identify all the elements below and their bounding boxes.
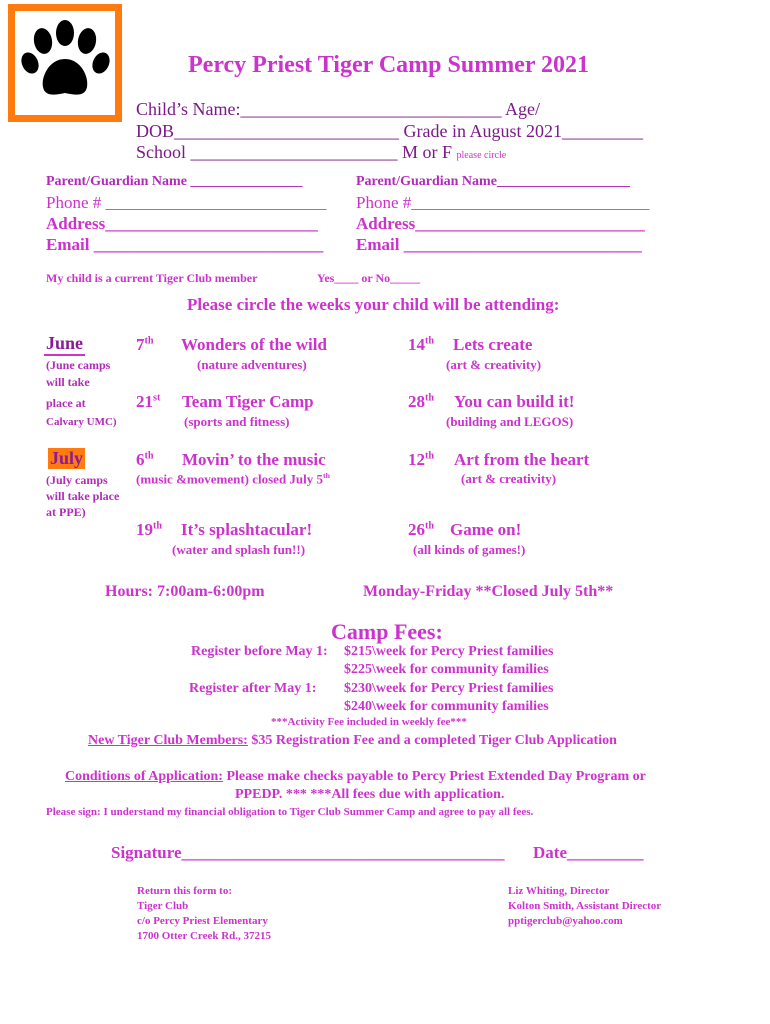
june-label: June [44, 333, 85, 356]
week-14-date[interactable]: 14th [408, 335, 435, 354]
child-name-field[interactable]: Child’s Name:_____________________________ Age/ [136, 99, 540, 119]
week-6-sub: (music &movement) closed July 5th [136, 471, 330, 487]
contact-director: Liz Whiting, Director [508, 885, 610, 897]
return-line-3: c/o Percy Priest Elementary [137, 915, 268, 927]
week-21-date[interactable]: 21st [136, 392, 161, 411]
june-note-2: will take [46, 375, 90, 389]
paw-logo [8, 4, 122, 122]
guardian-left-address[interactable]: Address_________________________ [46, 214, 318, 233]
member-question: My child is a current Tiger Club member [46, 271, 258, 285]
july-label: July [50, 448, 84, 468]
conditions-text-2: PPEDP. *** ***All fees due with application. [235, 787, 505, 802]
week-14-title[interactable]: Lets create [453, 335, 533, 354]
guardian-right-name[interactable]: Parent/Guardian Name___________________ [356, 174, 630, 189]
new-members-label: New Tiger Club Members: [88, 733, 248, 748]
return-line-2: Tiger Club [137, 900, 189, 912]
conditions-label: Conditions of Application: [65, 769, 223, 784]
return-address [137, 884, 271, 944]
days-text: Monday-Friday **Closed July 5th** [363, 583, 614, 600]
week-7-sub: (nature adventures) [197, 357, 307, 372]
june-note-4: Calvary UMC) [46, 416, 117, 428]
signature-field[interactable]: Signature______________________________________ [111, 843, 505, 862]
guardian-left-phone[interactable]: Phone # __________________________ [46, 193, 327, 212]
new-members-text: $35 Registration Fee and a completed Tiger Club Application [247, 733, 617, 748]
fees-after-label: Register after May 1: [189, 681, 317, 696]
dob-grade-field[interactable]: DOB_________________________ Grade in August 2021_________ [136, 121, 643, 141]
week-28-date[interactable]: 28th [408, 392, 435, 411]
week-28-sub: (building and LEGOS) [446, 414, 574, 429]
guardian-right-address[interactable]: Address___________________________ [356, 214, 645, 233]
week-26-date[interactable]: 26th [408, 520, 435, 539]
week-26-title[interactable]: Game on! [450, 520, 522, 539]
guardian-right-email[interactable]: Email ____________________________ [356, 235, 642, 254]
week-7-date[interactable]: 7th [136, 335, 154, 354]
weeks-heading: Please circle the weeks your child will be attending: [187, 295, 560, 314]
week-12-title[interactable]: Art from the heart [454, 450, 590, 469]
fees-before-1: $215\week for Percy Priest families [344, 644, 554, 659]
july-note-2: will take place [46, 489, 120, 503]
week-12-sub: (art & creativity) [461, 471, 557, 486]
contacts-block [508, 884, 661, 929]
week-21-sub: (sports and fitness) [184, 414, 290, 429]
sign-statement: Please sign: I understand my financial obligation to Tiger Club Summer Camp and agree to pay all fees. [46, 806, 534, 818]
week-7-title[interactable]: Wonders of the wild [181, 335, 327, 354]
june-note-3: place at [46, 396, 86, 410]
page-title: Percy Priest Tiger Camp Summer 2021 [188, 52, 590, 78]
week-6-date[interactable]: 6th [136, 450, 154, 469]
week-14-sub: (art & creativity) [446, 357, 542, 372]
please-circle-note: please circle [456, 150, 507, 161]
week-6-title[interactable]: Movin’ to the music [182, 450, 326, 469]
week-26-sub: (all kinds of games!) [413, 542, 526, 557]
hours-text: Hours: 7:00am-6:00pm [105, 583, 265, 600]
fees-before-2: $225\week for community families [344, 662, 549, 677]
school-field-label: School _______________________ M or F [136, 142, 453, 162]
fees-after-1: $230\week for Percy Priest families [344, 681, 554, 696]
return-line-1: Return this form to: [137, 885, 233, 897]
conditions-line [65, 769, 646, 785]
member-yes-no[interactable]: Yes____ or No_____ [317, 271, 421, 285]
june-note-1: (June camps [46, 358, 111, 372]
contact-assistant: Kolton Smith, Assistant Director [508, 900, 662, 912]
week-19-sub: (water and splash fun!!) [172, 542, 306, 557]
july-note-1: (July camps [46, 473, 108, 487]
fees-after-2: $240\week for community families [344, 699, 549, 714]
school-gender-field[interactable] [136, 142, 506, 163]
fees-heading: Camp Fees: [331, 619, 443, 644]
fees-before-label: Register before May 1: [191, 644, 328, 659]
new-members-line [88, 733, 617, 749]
week-19-date[interactable]: 19th [136, 520, 163, 539]
guardian-right-phone[interactable]: Phone #____________________________ [356, 193, 650, 212]
date-field[interactable]: Date_________ [533, 843, 644, 862]
conditions-text-1: Please make checks payable to Percy Priest Extended Day Program or [222, 769, 646, 784]
july-note-3: at PPE) [46, 505, 86, 519]
activity-fee-note: ***Activity Fee included in weekly fee*** [271, 716, 467, 728]
week-21-title[interactable]: Team Tiger Camp [182, 392, 314, 411]
contact-email[interactable]: pptigerclub@yahoo.com [508, 915, 623, 927]
guardian-left-name[interactable]: Parent/Guardian Name ________________ [46, 174, 303, 189]
guardian-left-email[interactable]: Email ___________________________ [46, 235, 324, 254]
paw-print-icon [15, 11, 115, 115]
return-line-4: 1700 Otter Creek Rd., 37215 [137, 930, 272, 942]
week-19-title[interactable]: It’s splashtacular! [181, 520, 313, 539]
week-12-date[interactable]: 12th [408, 450, 435, 469]
week-28-title[interactable]: You can build it! [454, 392, 575, 411]
